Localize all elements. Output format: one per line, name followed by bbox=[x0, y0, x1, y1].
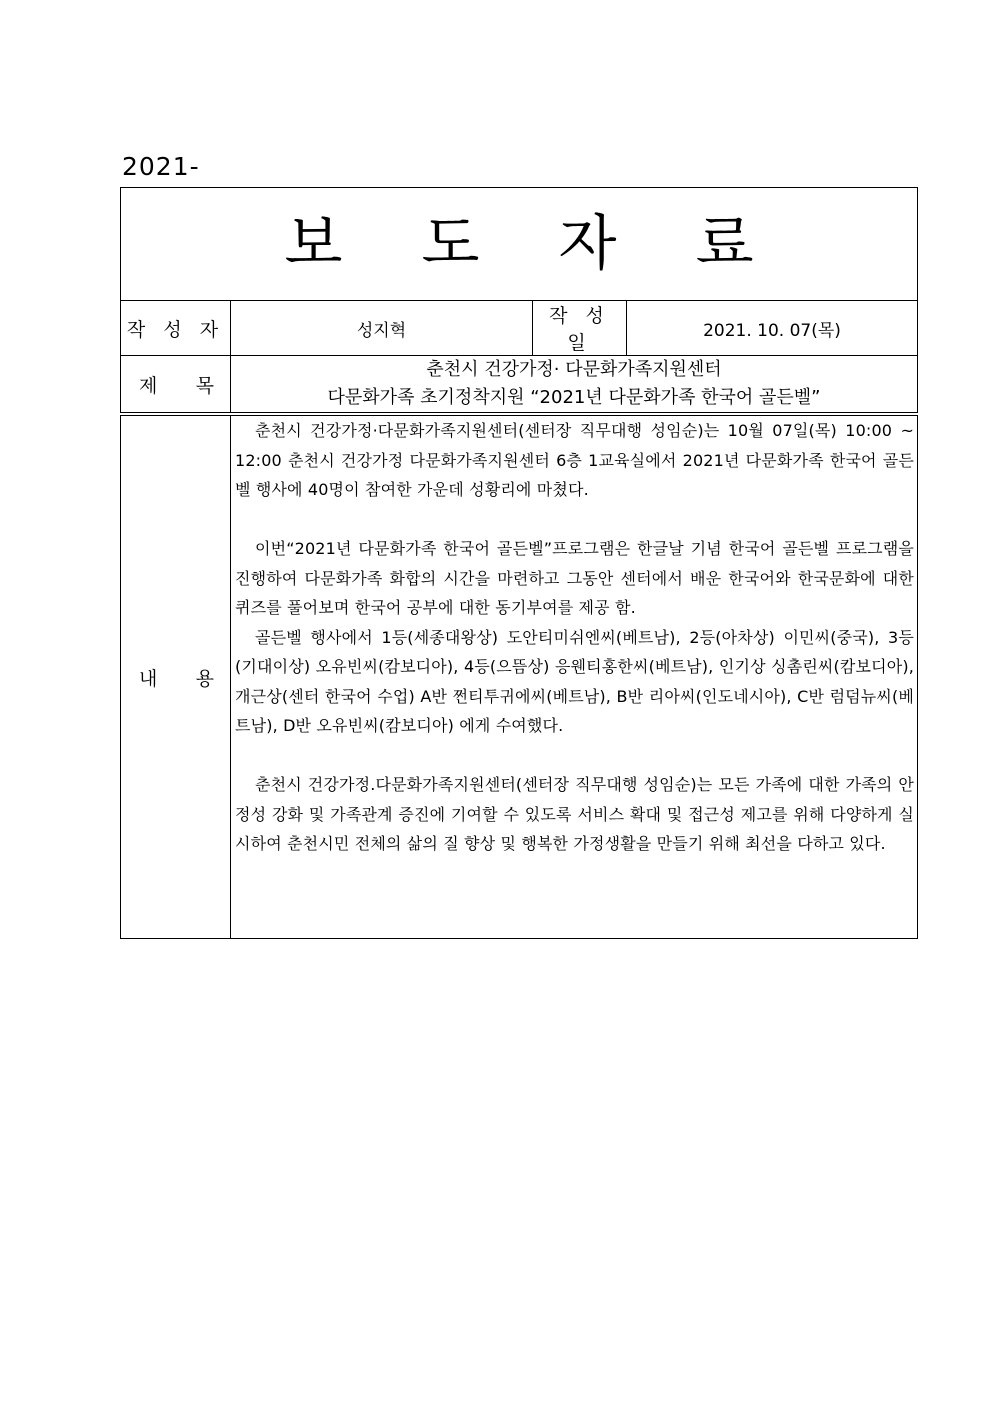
subject-label-left: 제 bbox=[139, 374, 158, 397]
content-label-cell bbox=[121, 414, 231, 939]
press-release-table bbox=[120, 187, 918, 939]
content-body bbox=[231, 414, 918, 939]
document-number: 2021- bbox=[122, 152, 200, 181]
content-paragraph: 춘천시 건강가정.다문화가족지원센터(센터장 직무대행 성임순)는 모든 가족에 대한 가족의 안정성 강화 및 가족관계 증진에 기여할 수 있도록 서비스 확대 및 접근성 제고를 위해 다양하게 실시하여 춘천시민 전체의 삶의 질 향상 및 행복한 가정생활을 만들기 위해 최선을 다하고 있다. bbox=[235, 775, 914, 853]
content-paragraph: 춘천시 건강가정·다문화가족지원센터(센터장 직무대행 성임순)는 10월 07일(목) 10:00 ~ 12:00 춘천시 건강가정 다문화가족지원센터 6층 1교육실에서 2021년 다문화가족 한국어 골든벨 행사에 40명이 참여한 가운데 성황리에 마쳤다. bbox=[235, 421, 914, 499]
author-label: 작 성 자 bbox=[121, 301, 231, 356]
subject-label-cell bbox=[121, 356, 231, 415]
subject-line-2: 다문화가족 초기정착지원 “2021년 다문화가족 한국어 골든벨” bbox=[327, 387, 821, 408]
subject-label-right: 목 bbox=[195, 374, 214, 397]
subject-value bbox=[231, 356, 918, 415]
date-label: 작 성 일 bbox=[533, 301, 627, 356]
subject-label bbox=[121, 371, 230, 398]
press-release-heading: 보 도 자 료 bbox=[121, 188, 918, 301]
content-label-left: 내 bbox=[139, 667, 158, 690]
content-paragraph: 골든벨 행사에서 1등(세종대왕상) 도안티미쉬엔씨(베트남), 2등(아차상) 이민씨(중국), 3등(기대이상) 오유빈씨(캄보디아), 4등(으뜸상) 응웬티홍한씨(베트남), 인기상 싱촘린씨(캄보디아), 개근상(센터 한국어 수업) A반 쩐티투귀에씨(베트남), B반 리아씨(인도네시아), C반 럼덤뉴씨(베트남), D반 오유빈씨(캄보디아) 에게 수여했다. bbox=[235, 627, 914, 735]
subject-line-1: 춘천시 건강가정· 다문화가족지원센터 bbox=[426, 359, 722, 380]
content-label bbox=[121, 664, 230, 691]
author-value: 성지혁 bbox=[231, 301, 533, 356]
content-paragraph: 이번“2021년 다문화가족 한국어 골든벨”프로그램은 한글날 기념 한국어 골든벨 프로그램을 진행하여 다문화가족 화합의 시간을 마련하고 그동안 센터에서 배운 한국어와 한국문화에 대한 퀴즈를 풀어보며 한국어 공부에 대한 동기부여를 제공 함. bbox=[235, 539, 914, 617]
content-label-right: 용 bbox=[195, 667, 214, 690]
date-value: 2021. 10. 07(목) bbox=[627, 301, 918, 356]
